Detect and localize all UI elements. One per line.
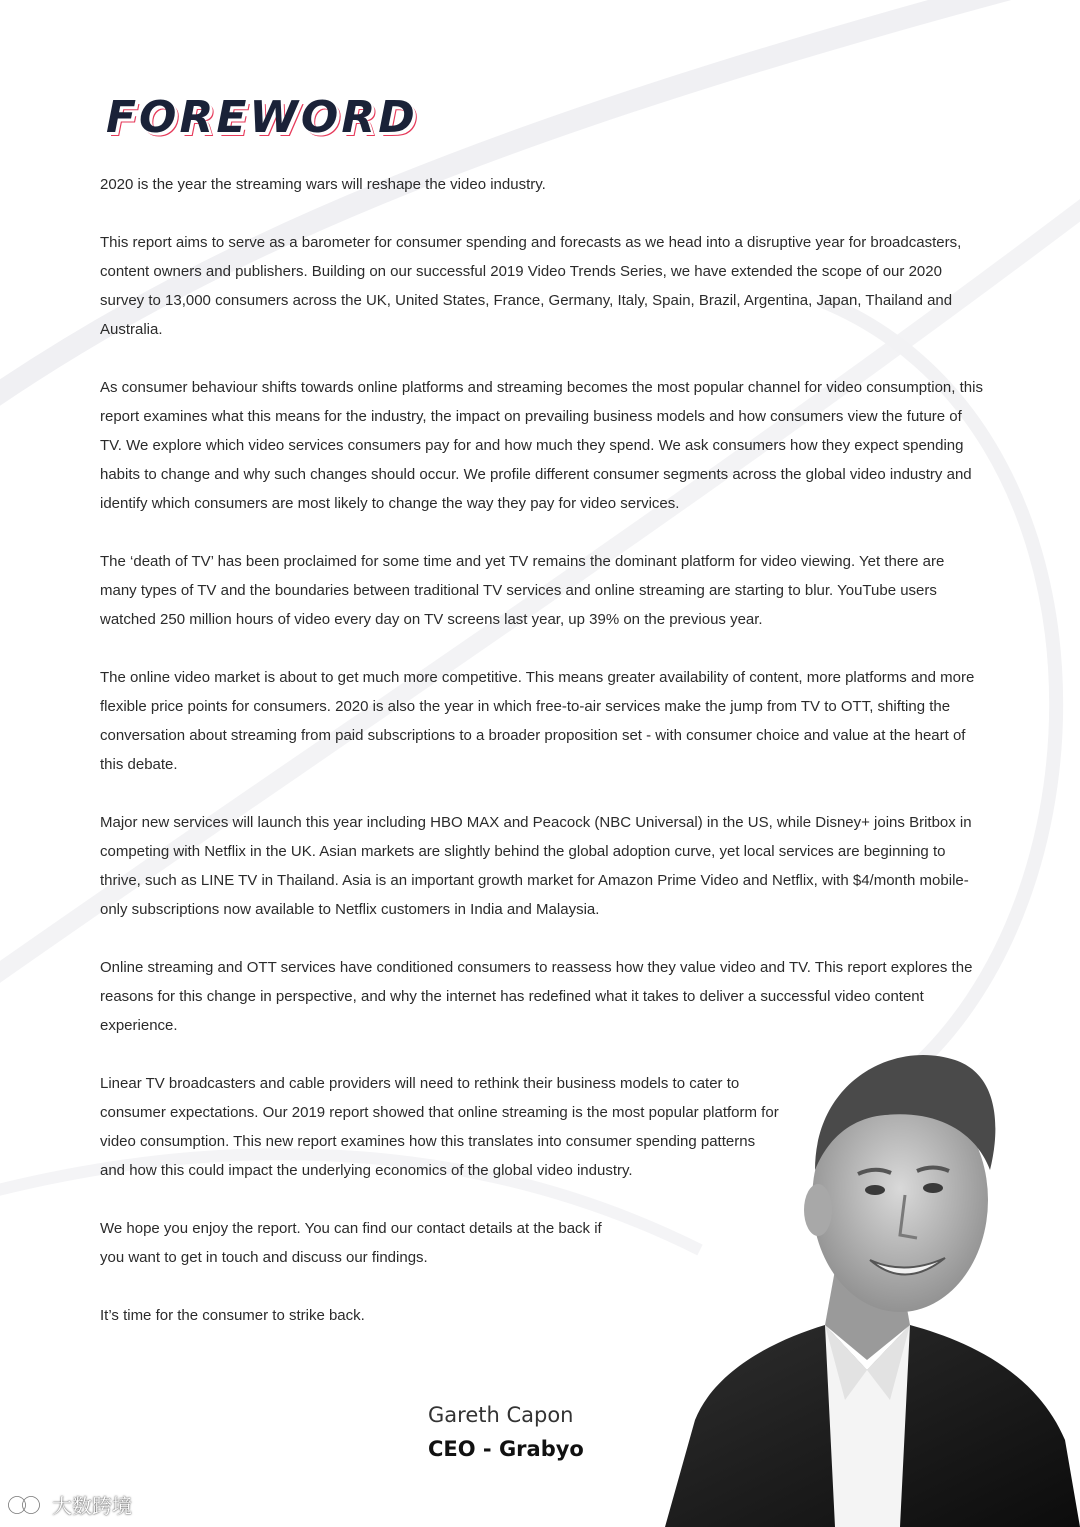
paragraph: The online video market is about to get much more competitive. This means greater availability of content, more platforms and more flexible price points for consumers. 2020 is also the year in which free-to-air services make the jump from TV to OTT, shifting the conversation about streaming from paid subscriptions to a broader proposition set - with consumer choice and value at the heart of this debate. [100,669,975,773]
signature-role: CEO - Grabyo [428,1437,584,1461]
watermark [8,1490,132,1519]
watermark-text: 大数跨境 [52,1496,132,1518]
watermark-logo-icon [8,1493,46,1517]
signature-name: Gareth Capon [428,1403,574,1427]
paragraph: The ‘death of TV’ has been proclaimed for some time and yet TV remains the dominant platform for video viewing. Yet there are many types of TV and the boundaries between traditional TV services and online streaming are starting to blur. YouTube users watched 250 million hours of video every day on TV screens last year, up 39% on the previous year. [100,553,945,628]
paragraph: Linear TV broadcasters and cable providers will need to rethink their business models to cater to consumer expectations. Our 2019 report showed that online streaming is the most popular platform for video consumption. This new report examines how this translates into consumer spending patterns and how this could impact the underlying economics of the global video industry. [100,1075,779,1179]
page-title: FOREWORD [106,92,418,143]
paragraph: It’s time for the consumer to strike back. [100,1307,365,1324]
paragraph: 2020 is the year the streaming wars will reshape the video industry. [100,176,546,193]
paragraph: Online streaming and OTT services have conditioned consumers to reassess how they value video and TV. This report explores the reasons for this change in perspective, and why the internet has redefined what it takes to deliver a successful video content experience. [100,959,973,1034]
paragraph: This report aims to serve as a barometer for consumer spending and forecasts as we head into a disruptive year for broadcasters, content owners and publishers. Building on our successful 2019 Video Trends Series, we have extended the scope of our 2020 survey to 13,000 consumers across the UK, United States, France, Germany, Italy, Spain, Brazil, Argentina, Japan, Thailand and Australia. [100,234,962,338]
paragraph: We hope you enjoy the report. You can find our contact details at the back if you want to get in touch and discuss our findings. [100,1220,602,1266]
paragraph: Major new services will launch this year including HBO MAX and Peacock (NBC Universal) in the US, while Disney+ joins Britbox in competing with Netflix in the UK. Asian markets are slightly behind the global adoption curve, yet local services are beginning to thrive, such as LINE TV in Thailand. Asia is an important growth market for Amazon Prime Video and Netflix, with $4/month mobile-only subscriptions now available to Netflix customers in India and Malaysia. [100,814,972,918]
foreword-body [100,170,985,1359]
paragraph: As consumer behaviour shifts towards online platforms and streaming becomes the most popular channel for video consumption, this report examines what this means for the industry, the impact on prevailing business models and how consumers view the future of TV. We explore which video services consumers pay for and how much they spend. We ask consumers how they expect spending habits to change and why such changes should occur. We profile different consumer segments across the global video industry and identify which consumers are most likely to change the way they pay for video services. [100,379,983,512]
signature-block [428,1403,584,1461]
